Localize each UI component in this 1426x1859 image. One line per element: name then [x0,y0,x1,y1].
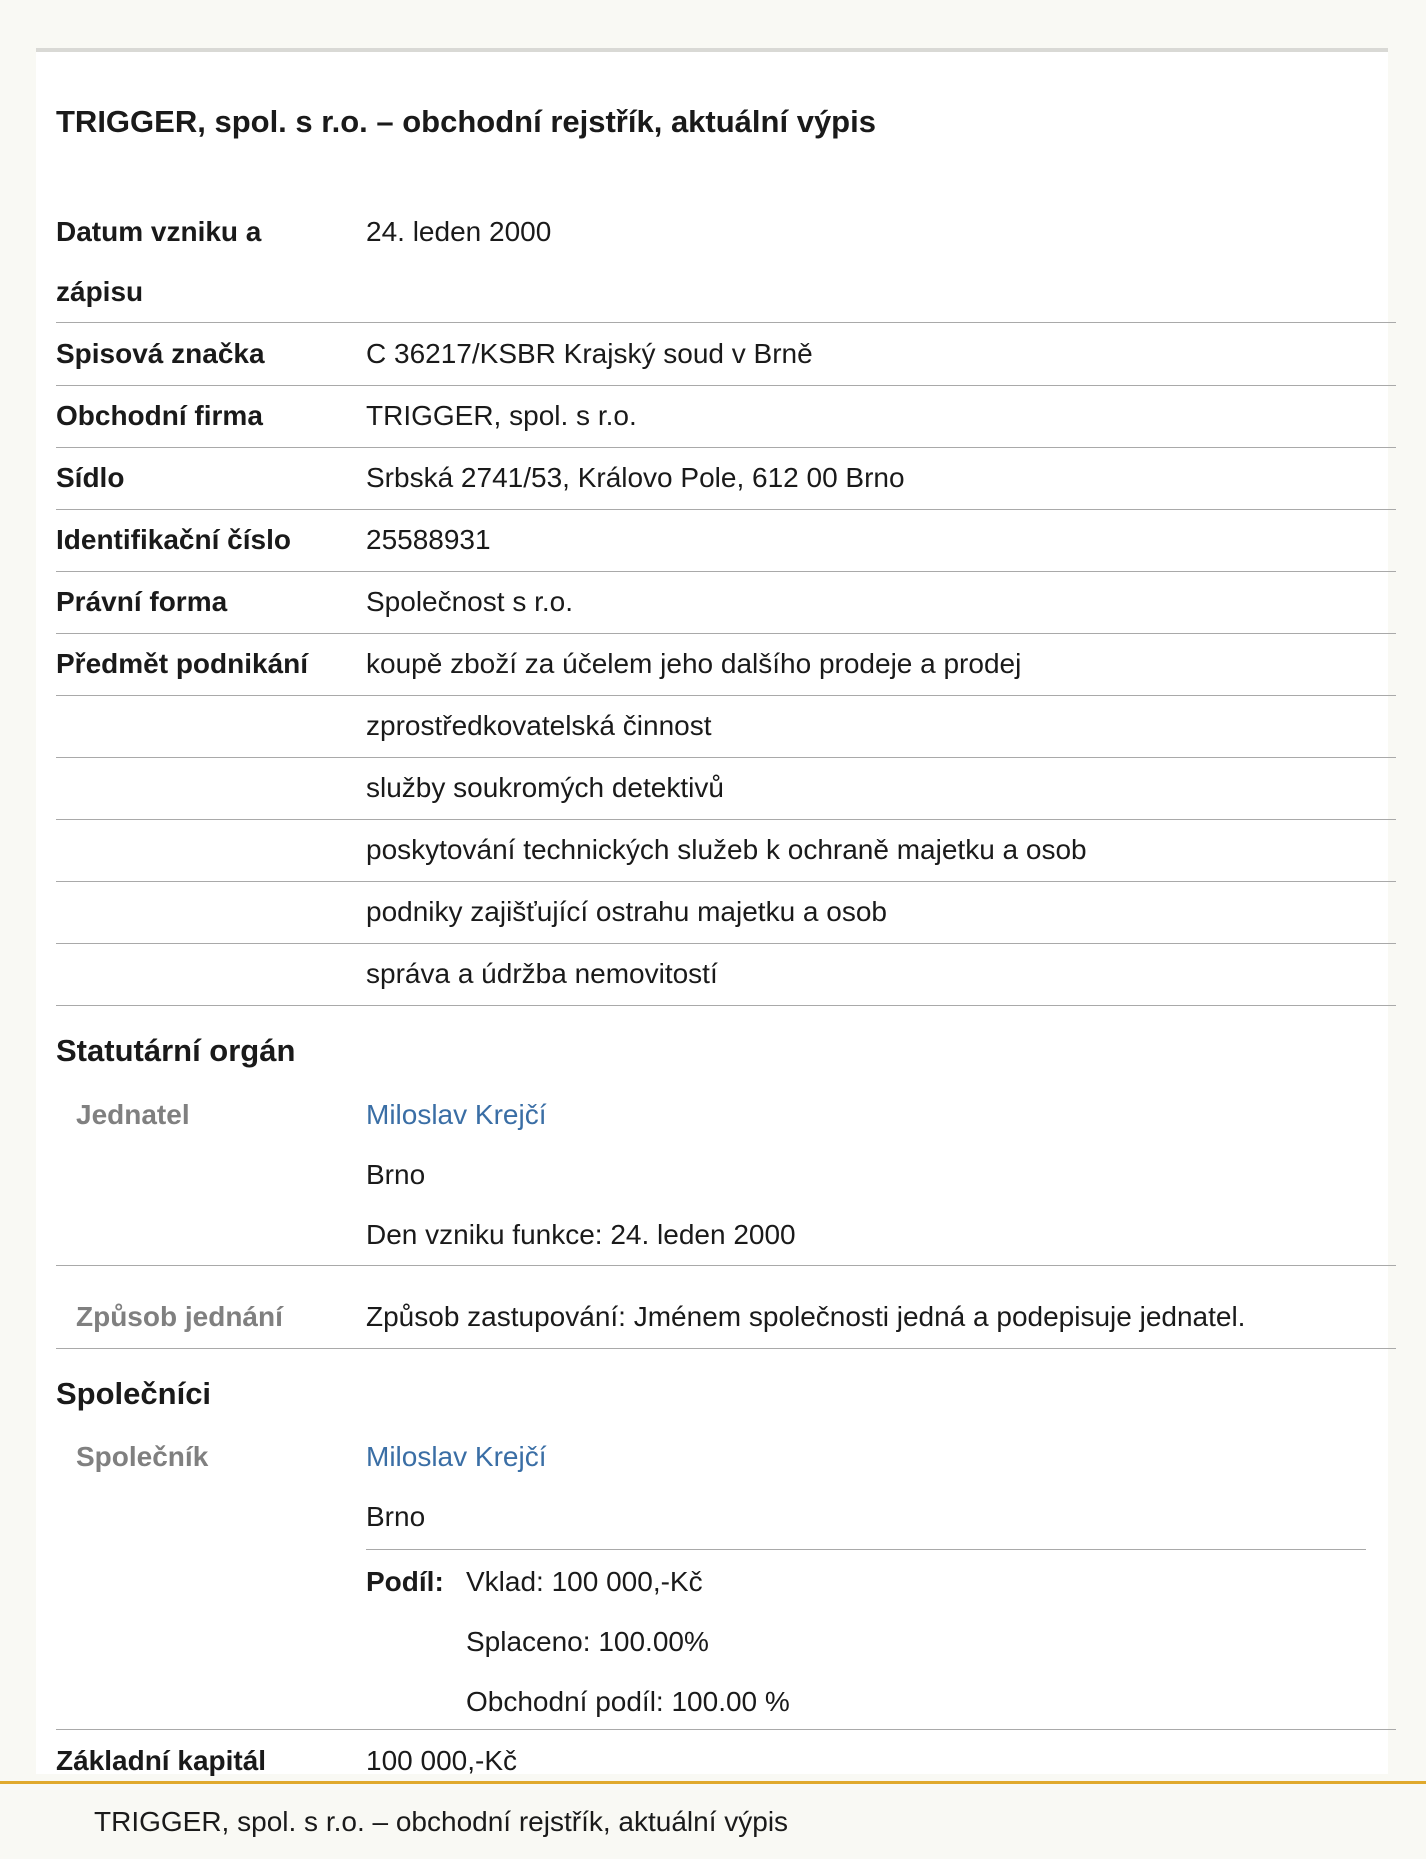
row-label: Jednatel [76,1099,190,1130]
row-value: koupě zboží za účelem jeho dalšího prodeje a prodej [366,648,1022,679]
row-predmet-item [56,820,1396,882]
row-value: Způsob zastupování: Jménem společnosti jedná a podepisuje jednatel. [366,1301,1246,1332]
row-label: Spisová značka [56,338,265,369]
row-identifikacni-cislo [56,510,1396,572]
row-zpusob-jednani [56,1287,1396,1349]
spolecnik-name-link[interactable]: Miloslav Krejčí [366,1441,547,1472]
podil-splaceno: Splaceno: 100.00% [466,1626,709,1657]
row-predmet-item [56,882,1396,944]
row-obchodni-firma [56,386,1396,448]
jednatel-since: Den vzniku funkce: 24. leden 2000 [366,1219,796,1250]
row-value: 25588931 [366,524,491,555]
jednatel-city: Brno [366,1159,426,1190]
row-label: Datum vzniku a zápisu [56,216,262,307]
row-label: Společník [76,1441,209,1472]
row-value: C 36217/KSBR Krajský soud v Brně [366,338,813,369]
row-value: 24. leden 2000 [366,216,552,247]
row-jednatel [56,1085,1396,1266]
podil-obchodni-podil: Obchodní podíl: 100.00 % [466,1686,790,1717]
row-predmet-podnikani [56,634,1396,696]
row-label: Způsob jednání [76,1301,283,1332]
row-value: TRIGGER, spol. s r.o. [366,400,637,431]
row-predmet-item [56,758,1396,820]
row-value: správa a údržba nemovitostí [366,958,718,989]
row-value: Srbská 2741/53, Královo Pole, 612 00 Brno [366,462,905,493]
row-spisova-znacka [56,324,1396,386]
row-datum-vzniku [56,202,1396,323]
divider [366,1549,1366,1550]
row-label: Právní forma [56,586,228,617]
row-value: Společnost s r.o. [366,586,574,617]
row-predmet-item [56,696,1396,758]
jednatel-name-link[interactable]: Miloslav Krejčí [366,1099,547,1130]
footer-title: TRIGGER, spol. s r.o. – obchodní rejstřík, aktuální výpis [94,1806,789,1837]
footer-bar [0,1781,1426,1859]
row-value: poskytování technických služeb k ochraně majetku a osob [366,834,1087,865]
row-value: podniky zajišťující ostrahu majetku a osob [366,896,887,927]
podil-label: Podíl: [366,1566,444,1597]
row-spolecnik [56,1427,1396,1730]
section-title-statutarni-organ: Statutární orgán [56,1033,296,1068]
row-predmet-item [56,944,1396,1006]
row-label: Sídlo [56,462,125,493]
row-label: Základní kapitál [56,1745,267,1776]
row-value: 100 000,-Kč [366,1745,517,1776]
row-value: zprostředkovatelská činnost [366,710,712,741]
spolecnik-city: Brno [366,1501,426,1532]
row-pravni-forma [56,572,1396,634]
row-sidlo [56,448,1396,510]
row-label: Obchodní firma [56,400,263,431]
row-value: služby soukromých detektivů [366,772,724,803]
podil-vklad: Vklad: 100 000,-Kč [466,1566,703,1597]
row-label: Předmět podnikání [56,648,309,679]
page-title: TRIGGER, spol. s r.o. – obchodní rejstřík, aktuální výpis [56,104,876,139]
row-label: Identifikační číslo [56,524,291,555]
section-title-spolecnici: Společníci [56,1376,212,1411]
register-card [36,48,1388,1774]
